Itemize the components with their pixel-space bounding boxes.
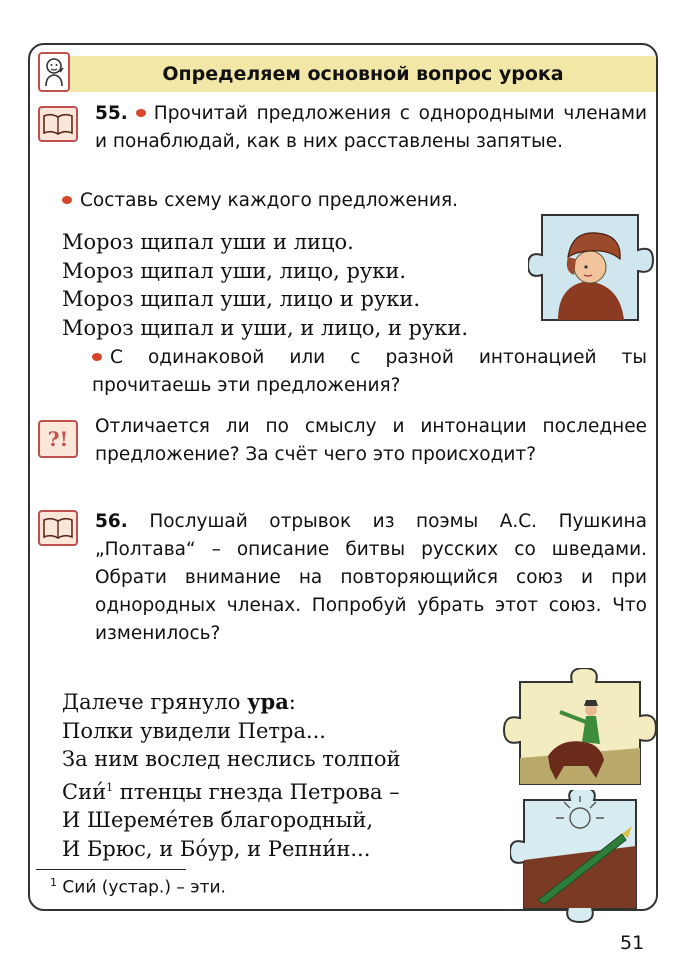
sentence-3: Мороз щипал уши, лицо и руки. (62, 287, 421, 311)
sentence-list (62, 228, 468, 342)
rider-on-horse-illustration (500, 668, 658, 790)
sentence-1: Мороз щипал уши и лицо. (62, 230, 354, 254)
task-56-text: Послушай отрывок из поэмы А.С. Пушкина „Полтава“ – описание битвы русских со шведами. Обрати внимание на повторяющийся союз и при однородных членах. Попробуй убрать этот союз. Что изменилось? (95, 511, 647, 644)
section-banner (70, 56, 656, 92)
book-icon (38, 510, 78, 546)
quill-and-sun-illustration (510, 790, 650, 926)
task-56-number: 56. (95, 511, 128, 532)
bullet-icon (62, 196, 72, 204)
poem-line-3: За ним вослед неслись толпой (62, 747, 401, 771)
question-exclamation-icon: ?! (38, 420, 78, 458)
footnote: $^1$ Сии́ (устар.) – эти. (50, 876, 226, 898)
poem-line-6: И Брюс, и Бо́ур, и Репни́н... (62, 836, 371, 861)
boy-in-winter-hat-illustration (528, 205, 658, 335)
question-55 (92, 344, 647, 400)
book-icon (38, 106, 78, 142)
task-55-text: Прочитай предложения с однородными членами и понаблюдай, как в них расставлены запятые. (95, 103, 647, 152)
bullet-icon (136, 109, 146, 117)
task-55 (95, 100, 647, 156)
question-55-text: С одинаковой или с разной интонацией ты прочитаешь эти предложения? (92, 347, 647, 396)
poem-line-4: Сии́$^1$ птенцы гнезда Петрова – (62, 779, 400, 804)
task-55-bullet2-text: Составь схему каждого предложения. (80, 190, 459, 211)
task-56 (95, 508, 647, 648)
think-question (95, 413, 647, 469)
page-number: 51 (620, 932, 645, 954)
poem-line-1: Далече грянуло ура: (62, 689, 296, 714)
poem-excerpt (62, 688, 401, 863)
task-55-number: 55. (95, 103, 128, 124)
bullet-icon (92, 353, 102, 361)
think-question-text: Отличается ли по смыслу и интонации последнее предложение? За счёт чего это происходит? (95, 416, 647, 465)
sentence-4: Мороз щипал и уши, и лицо, и руки. (62, 315, 469, 340)
poem-line-2: Полки увидели Петра... (62, 718, 326, 743)
thinking-person-icon (38, 52, 70, 92)
section-title: Определяем основной вопрос урока (162, 63, 564, 85)
sentence-2: Мороз щипал уши, лицо, руки. (62, 258, 407, 283)
footnote-divider (36, 869, 186, 870)
poem-line-5: И Шереме́тев благородный, (62, 808, 374, 832)
